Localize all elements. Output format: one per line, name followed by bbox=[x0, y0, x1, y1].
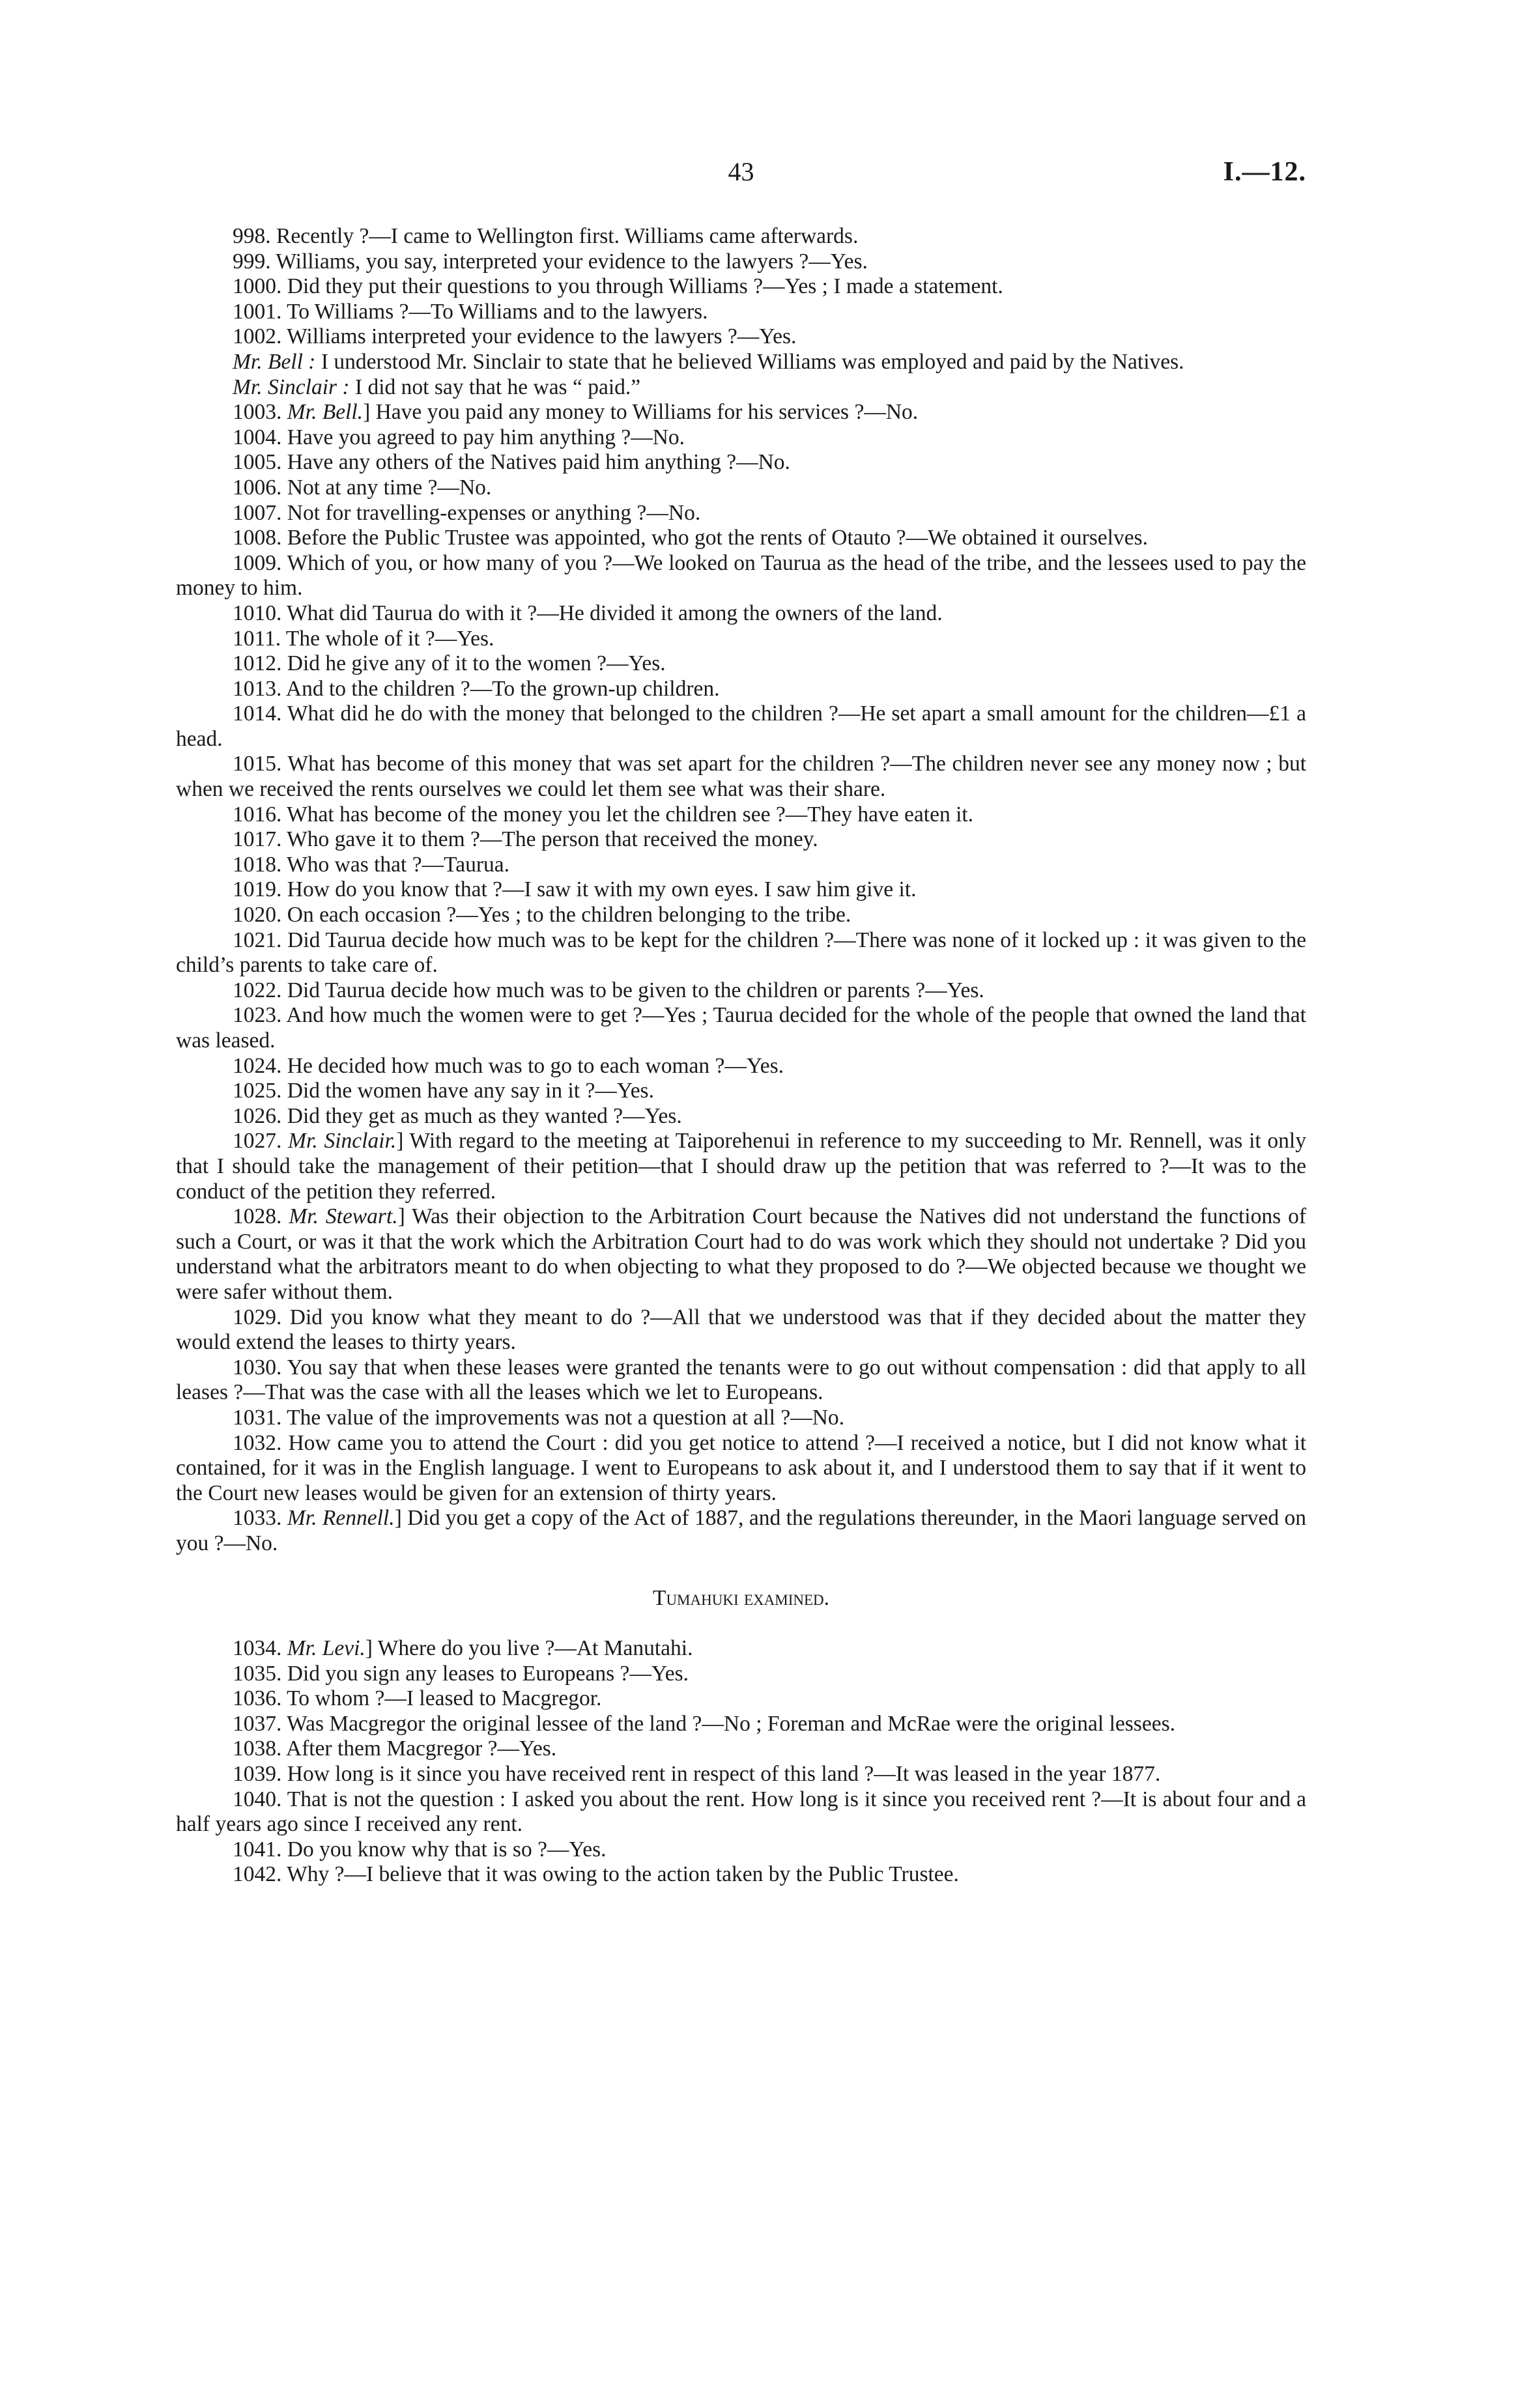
paragraph-text: 1021. Did Taurua decide how much was to be kept for the children ?—There was none of it locked up : it was given to the child’s parents to take care of. bbox=[176, 928, 1306, 978]
document-reference: I.—12. bbox=[1223, 157, 1306, 187]
paragraph-text: 1010. What did Taurua do with it ?—He divided it among the owners of the land. bbox=[233, 601, 943, 625]
paragraph-text: 1017. Who gave it to them ?—The person that received the money. bbox=[233, 827, 818, 852]
paragraph-text: 1029. Did you know what they meant to do ?—All that we understood was that if they decided about the matter they would extend the leases to thirty years. bbox=[176, 1305, 1306, 1355]
paragraph-text: 1024. He decided how much was to go to each woman ?—Yes. bbox=[233, 1053, 784, 1078]
evidence-paragraph bbox=[176, 551, 1306, 601]
paragraph-text: 999. Williams, you say, interpreted your evidence to the lawyers ?—Yes. bbox=[233, 249, 868, 274]
evidence-paragraph bbox=[176, 1686, 1306, 1712]
evidence-paragraph bbox=[176, 375, 1306, 401]
evidence-paragraph bbox=[176, 627, 1306, 652]
paragraph-text: 1023. And how much the women were to get ?—Yes ; Taurua decided for the whole of the people that owned the land that was leased. bbox=[176, 1003, 1306, 1053]
paragraph-text: ] With regard to the meeting at Taiporehenui in reference to my succeeding to Mr. Rennell, was it only that I should take the management of their petition—that I should draw up the petition that was referred to ?—It was to the conduct of the petition they referred. bbox=[176, 1129, 1306, 1204]
page-number: 43 bbox=[728, 157, 754, 186]
speaker-name: Mr. Bell. bbox=[287, 400, 364, 425]
paragraph-text: 1012. Did he give any of it to the women ?—Yes. bbox=[233, 651, 666, 676]
speaker-name: Mr. Sinclair. bbox=[288, 1129, 397, 1154]
paragraph-text: 1031. The value of the improvements was not a question at all ?—No. bbox=[233, 1405, 845, 1430]
paragraph-text: 1030. You say that when these leases were granted the tenants were to go out without compensation : did that apply to all leases ?—That was the case with all the leases which we let to Europeans. bbox=[176, 1355, 1306, 1405]
evidence-paragraph bbox=[176, 1787, 1306, 1837]
evidence-paragraph bbox=[176, 1431, 1306, 1507]
paragraph-text: 1009. Which of you, or how many of you ?—We looked on Taurua as the head of the tribe, and the lessees used to pay the money to him. bbox=[176, 550, 1306, 601]
question-number: 1027. bbox=[233, 1129, 289, 1154]
evidence-paragraph bbox=[176, 1079, 1306, 1104]
paragraph-text: 1013. And to the children ?—To the grown-up children. bbox=[233, 676, 720, 701]
paragraph-text: 1016. What has become of the money you let the children see ?—They have eaten it. bbox=[233, 802, 974, 827]
paragraph-text: 1002. Williams interpreted your evidence to the lawyers ?—Yes. bbox=[233, 324, 797, 349]
section-heading: Tumahuki examined. bbox=[652, 1586, 830, 1611]
evidence-paragraph bbox=[176, 1305, 1306, 1355]
evidence-paragraph bbox=[176, 601, 1306, 627]
paragraph-text: 1036. To whom ?—I leased to Macgregor. bbox=[233, 1686, 602, 1711]
evidence-paragraph bbox=[176, 877, 1306, 903]
speaker-name: Mr. Rennell. bbox=[287, 1506, 395, 1531]
evidence-paragraph bbox=[176, 978, 1306, 1004]
evidence-paragraph bbox=[176, 1204, 1306, 1305]
paragraph-text: 1042. Why ?—I believe that it was owing to the action taken by the Public Trustee. bbox=[233, 1862, 959, 1887]
evidence-paragraph bbox=[176, 1054, 1306, 1079]
evidence-paragraph bbox=[176, 1355, 1306, 1406]
evidence-paragraph bbox=[176, 802, 1306, 828]
paragraph-text: 1022. Did Taurua decide how much was to be given to the children or parents ?—Yes. bbox=[233, 978, 984, 1002]
evidence-block-2 bbox=[176, 1636, 1306, 1888]
paragraph-text: 998. Recently ?—I came to Wellington first. Williams came afterwards. bbox=[233, 224, 859, 248]
speaker-name: Mr. Stewart. bbox=[289, 1204, 398, 1229]
question-number: 1003. bbox=[233, 400, 287, 425]
paragraph-text: 1019. How do you know that ?—I saw it with my own eyes. I saw him give it. bbox=[233, 877, 917, 902]
paragraph-text: 1014. What did he do with the money that belonged to the children ?—He set apart a small amount for the children—£1 a head. bbox=[176, 701, 1306, 751]
paragraph-text: 1008. Before the Public Trustee was appointed, who got the rents of Otauto ?—We obtained it ourselves. bbox=[233, 526, 1148, 550]
evidence-paragraph bbox=[176, 1636, 1306, 1662]
paragraph-text: 1004. Have you agreed to pay him anything ?—No. bbox=[233, 425, 685, 449]
evidence-paragraph bbox=[176, 701, 1306, 752]
paragraph-text: 1038. After them Macgregor ?—Yes. bbox=[233, 1736, 557, 1761]
evidence-paragraph bbox=[176, 526, 1306, 551]
paragraph-text: ] Was their objection to the Arbitration Court because the Natives did not understand the functions of such a Court, or was it that the work which the Arbitration Court had to do was work which they should not undertake ? Did you understand what the arbitrators meant to do when objecting to what they proposed to do ?—We objected because we thought we were safer without them. bbox=[176, 1204, 1306, 1304]
evidence-paragraph bbox=[176, 425, 1306, 451]
document-body bbox=[176, 224, 1306, 1888]
evidence-paragraph bbox=[176, 1736, 1306, 1762]
question-number: 1034. bbox=[233, 1636, 287, 1661]
paragraph-text: I did not say that he was “ paid.” bbox=[349, 375, 641, 399]
evidence-paragraph bbox=[176, 1104, 1306, 1129]
evidence-paragraph bbox=[176, 853, 1306, 878]
paragraph-text: 1011. The whole of it ?—Yes. bbox=[233, 626, 494, 651]
evidence-block-1 bbox=[176, 224, 1306, 1556]
paragraph-text: 1006. Not at any time ?—No. bbox=[233, 475, 492, 500]
paragraph-text: 1005. Have any others of the Natives paid him anything ?—No. bbox=[233, 450, 790, 475]
evidence-paragraph bbox=[176, 475, 1306, 501]
paragraph-text: I understood Mr. Sinclair to state that he believed Williams was employed and paid by the Natives. bbox=[315, 349, 1184, 374]
paragraph-text: 1032. How came you to attend the Court : did you get notice to attend ?—I received a notice, but I did not know what it contained, for it was in the English language. I went to Europeans to ask about it, and I understood them to say that if it went to the Court new leases would be given for an extension of thirty years. bbox=[176, 1430, 1306, 1505]
evidence-paragraph bbox=[176, 827, 1306, 853]
paragraph-text: ] Where do you live ?—At Manutahi. bbox=[365, 1636, 693, 1661]
speaker-name: Mr. Levi. bbox=[287, 1636, 365, 1661]
evidence-paragraph bbox=[176, 1862, 1306, 1888]
evidence-paragraph bbox=[176, 903, 1306, 928]
evidence-paragraph bbox=[176, 1129, 1306, 1204]
evidence-paragraph bbox=[176, 249, 1306, 275]
paragraph-text: 1025. Did the women have any say in it ?—Yes. bbox=[233, 1079, 654, 1103]
evidence-paragraph bbox=[176, 300, 1306, 325]
evidence-paragraph bbox=[176, 1003, 1306, 1053]
document-page bbox=[176, 156, 1306, 1888]
question-number: 1033. bbox=[233, 1506, 287, 1531]
paragraph-text: 1000. Did they put their questions to you through Williams ?—Yes ; I made a statement. bbox=[233, 274, 1003, 299]
paragraph-text: 1007. Not for travelling-expenses or anything ?—No. bbox=[233, 500, 701, 525]
evidence-paragraph bbox=[176, 450, 1306, 475]
evidence-paragraph bbox=[176, 1762, 1306, 1787]
evidence-paragraph bbox=[176, 224, 1306, 249]
evidence-paragraph bbox=[176, 324, 1306, 350]
evidence-paragraph bbox=[176, 677, 1306, 702]
paragraph-text: 1041. Do you know why that is so ?—Yes. bbox=[233, 1837, 607, 1862]
paragraph-text: 1040. That is not the question : I asked you about the rent. How long is it since you received rent ?—It is about four and a half years ago since I received any rent. bbox=[176, 1787, 1306, 1837]
speaker-name: Mr. Bell : bbox=[233, 349, 316, 374]
evidence-paragraph bbox=[176, 350, 1306, 375]
evidence-paragraph bbox=[176, 928, 1306, 978]
paragraph-text: 1020. On each occasion ?—Yes ; to the children belonging to the tribe. bbox=[233, 903, 851, 928]
paragraph-text: 1018. Who was that ?—Taurua. bbox=[233, 852, 509, 877]
evidence-paragraph bbox=[176, 651, 1306, 677]
paragraph-text: 1037. Was Macgregor the original lessee of the land ?—No ; Foreman and McRae were the original lessees. bbox=[233, 1711, 1175, 1736]
evidence-paragraph bbox=[176, 501, 1306, 526]
evidence-paragraph bbox=[176, 1712, 1306, 1737]
evidence-paragraph bbox=[176, 1406, 1306, 1431]
speaker-name: Mr. Sinclair : bbox=[233, 375, 350, 399]
paragraph-text: 1035. Did you sign any leases to Europeans ?—Yes. bbox=[233, 1661, 689, 1686]
evidence-paragraph bbox=[176, 274, 1306, 300]
evidence-paragraph bbox=[176, 400, 1306, 425]
page-header bbox=[176, 156, 1306, 195]
question-number: 1028. bbox=[233, 1204, 289, 1229]
evidence-paragraph bbox=[176, 1837, 1306, 1863]
paragraph-text: ] Have you paid any money to Williams for his services ?—No. bbox=[363, 400, 919, 425]
paragraph-text: 1001. To Williams ?—To Williams and to the lawyers. bbox=[233, 299, 708, 324]
evidence-paragraph bbox=[176, 1506, 1306, 1556]
paragraph-text: 1039. How long is it since you have received rent in respect of this land ?—It was leased in the year 1877. bbox=[233, 1762, 1161, 1787]
evidence-paragraph bbox=[176, 1662, 1306, 1687]
paragraph-text: ] Did you get a copy of the Act of 1887, and the regulations thereunder, in the Maori language served on you ?—No. bbox=[176, 1506, 1307, 1555]
paragraph-text: 1026. Did they get as much as they wanted ?—Yes. bbox=[233, 1103, 682, 1128]
evidence-paragraph bbox=[176, 752, 1306, 802]
paragraph-text: 1015. What has become of this money that was set apart for the children ?—The children never see any money now ; but when we received the rents ourselves we could let them see what was their share. bbox=[176, 752, 1306, 802]
